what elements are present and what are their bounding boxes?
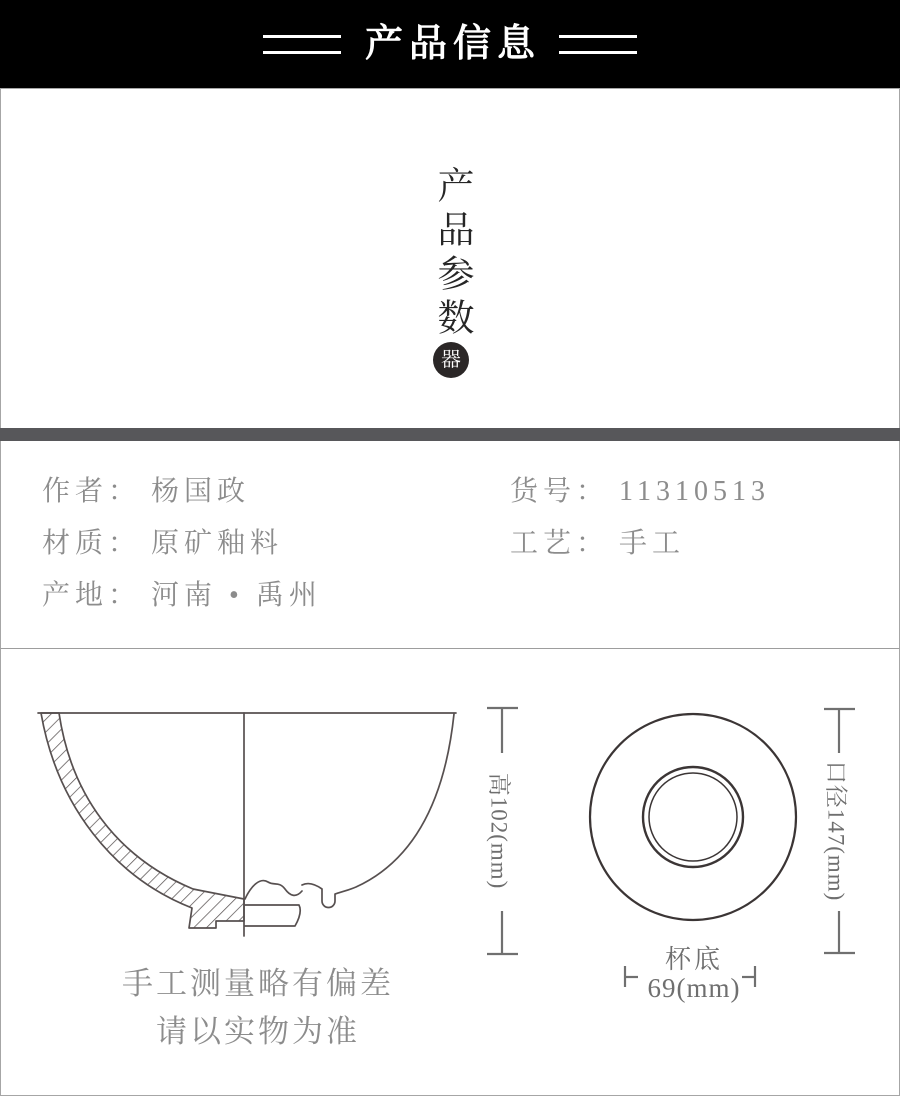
detail-value: 原矿釉料 [151,528,284,559]
detail-value: 杨国政 [151,476,251,507]
measurement-note [122,960,394,1056]
foot-ring-block [245,905,300,926]
bowl-wall-hatched [41,713,244,928]
detail-row-origin [42,582,322,610]
seal-badge [433,342,469,378]
cup-top-view-drawing [590,714,796,920]
base-label-value: 69(mm) [647,973,741,1003]
detail-label: 作者： [42,476,142,507]
detail-label: 材质： [42,528,142,559]
foot-bump-detail [245,881,302,899]
vertical-title: 产品参数 [431,166,472,342]
bowl-profile-right [302,714,454,908]
foot-ring-outer-circle [643,767,743,867]
seal-char: 器 [441,349,461,371]
cup-cross-section-drawing [38,713,456,936]
detail-label: 工艺： [510,528,610,559]
height-dimension-label: 高102(mm) [486,772,512,890]
banner [0,0,900,88]
measurement-note-line2: 请以实物为准 [156,1014,360,1049]
detail-value: 河南 • 禹州 [151,580,322,611]
detail-label: 货号： [510,476,610,507]
diameter-dimension-label: 口径147(mm) [823,760,849,902]
foot-ring-inner-circle [649,773,737,861]
detail-row-author [42,478,250,506]
measurement-note-line1: 手工测量略有偏差 [122,966,394,1001]
divider-bar [0,428,900,441]
detail-row-item-number [510,478,770,506]
detail-row-material [42,530,283,558]
rim-outer-circle [590,714,796,920]
banner-double-line-right [559,35,637,54]
base-dimension-label [648,946,741,1003]
base-label-text: 杯底 [664,945,723,974]
detail-label: 产地： [42,580,142,611]
detail-value: 手工 [619,528,686,559]
detail-row-craft [510,530,685,558]
detail-value: 11310513 [619,476,770,507]
banner-title: 产品信息 [364,23,541,65]
banner-double-line-left [263,35,341,54]
